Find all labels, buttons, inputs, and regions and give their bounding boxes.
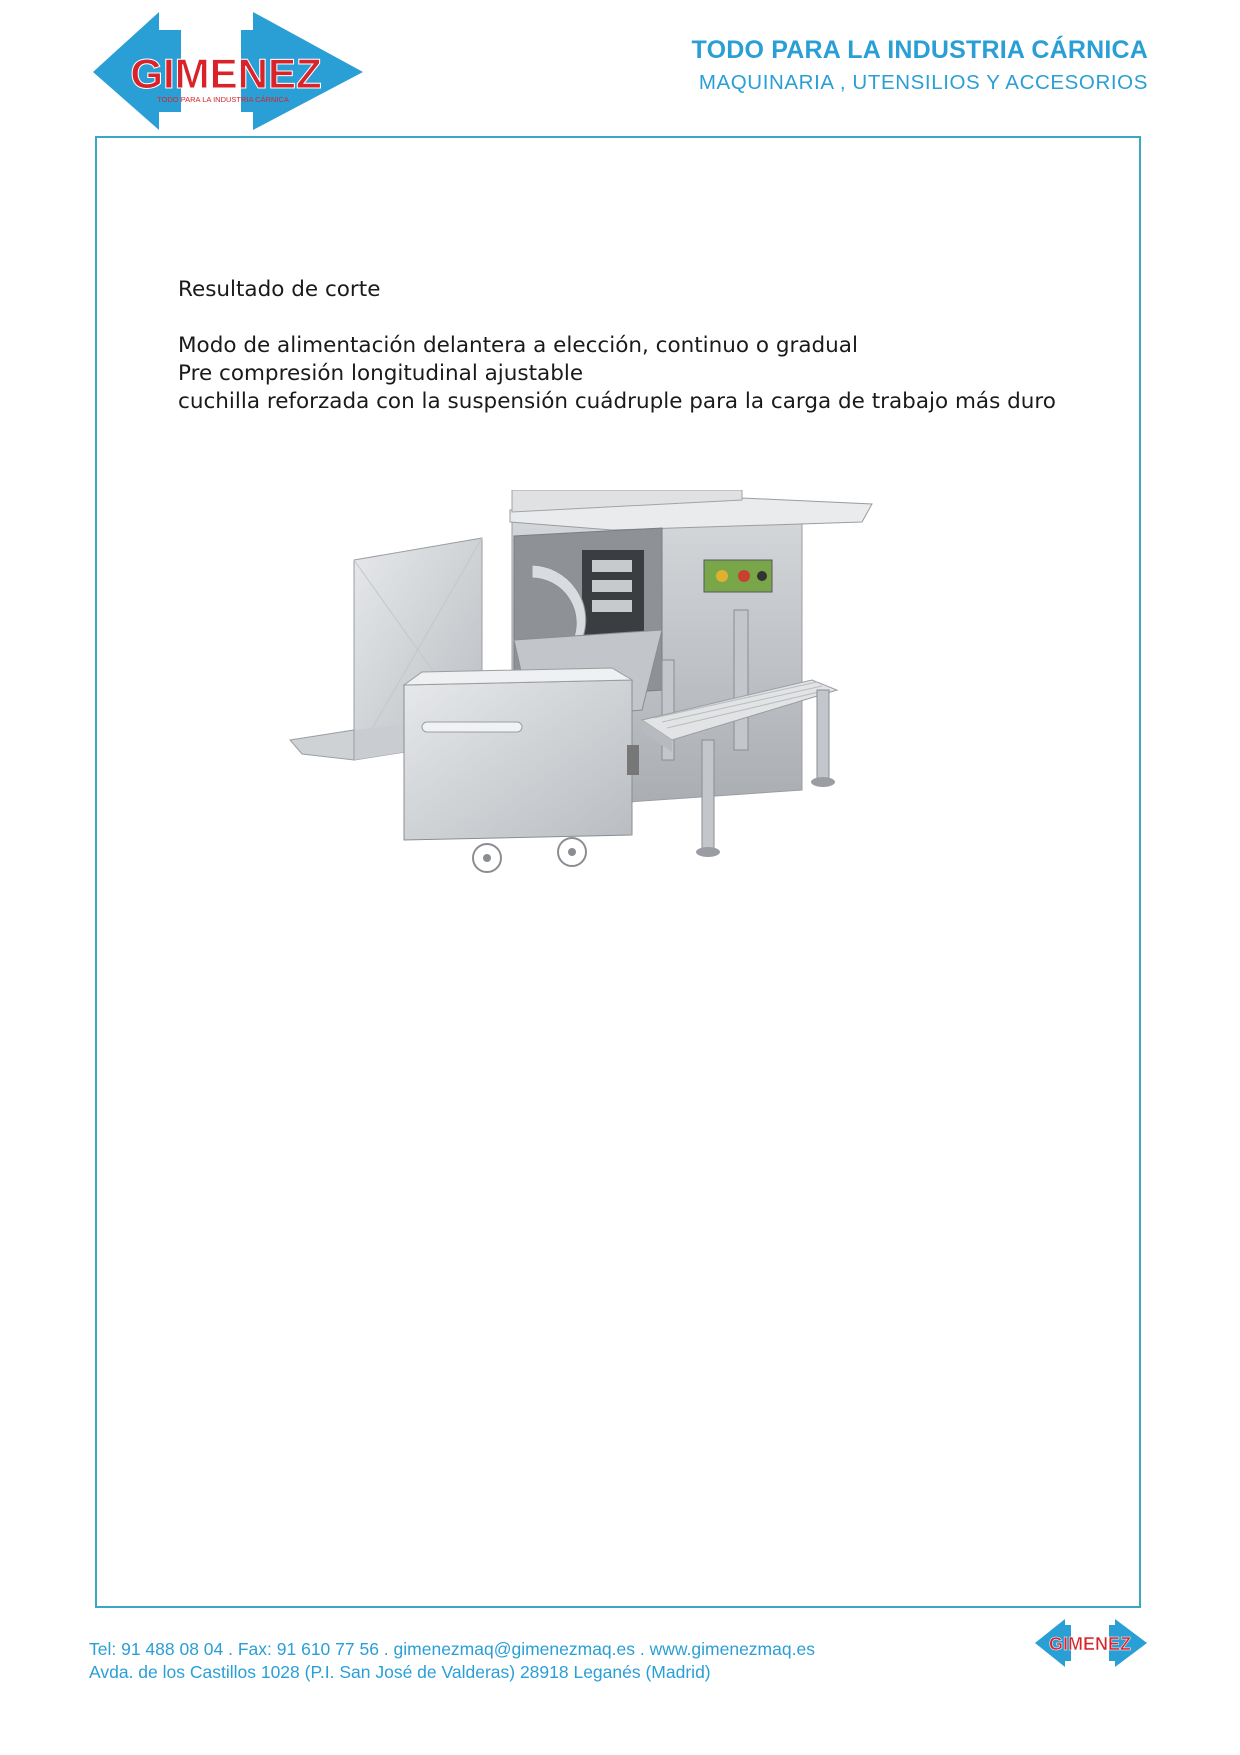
- feature-line: cuchilla reforzada con la suspensión cuádruple para la carga de trabajo más duro: [178, 389, 1056, 414]
- gimenez-logo-small: [1035, 1617, 1147, 1669]
- contact-line[interactable]: Tel: 91 488 08 04 . Fax: 91 610 77 56 . gimenezmaq@gimenezmaq.es . www.gimenezmaq.es: [89, 1639, 815, 1659]
- address-line: Avda. de los Castillos 1028 (P.I. San José de Valderas) 28918 Leganés (Madrid): [89, 1662, 711, 1682]
- feature-line: Modo de alimentación delantera a elección, continuo o gradual: [178, 333, 858, 358]
- section-heading: Resultado de corte: [178, 277, 381, 302]
- feature-line: Pre compresión longitudinal ajustable: [178, 361, 584, 386]
- logo-small-wordmark: GIMENEZ: [1048, 1634, 1132, 1654]
- logo-wordmark: GIMENEZ: [130, 50, 322, 97]
- logo-subtext: TODO PARA LA INDUSTRIA CÁRNICA: [157, 95, 289, 104]
- header-tagline: [692, 36, 1148, 95]
- tagline-title: TODO PARA LA INDUSTRIA CÁRNICA: [691, 36, 1148, 64]
- meat-dicer-machine-image: [282, 490, 942, 990]
- gimenez-logo: [93, 12, 363, 130]
- product-description: [178, 276, 1098, 416]
- footer-contact: [89, 1638, 815, 1684]
- tagline-subtitle: MAQUINARIA , UTENSILIOS Y ACCESORIOS: [698, 71, 1148, 94]
